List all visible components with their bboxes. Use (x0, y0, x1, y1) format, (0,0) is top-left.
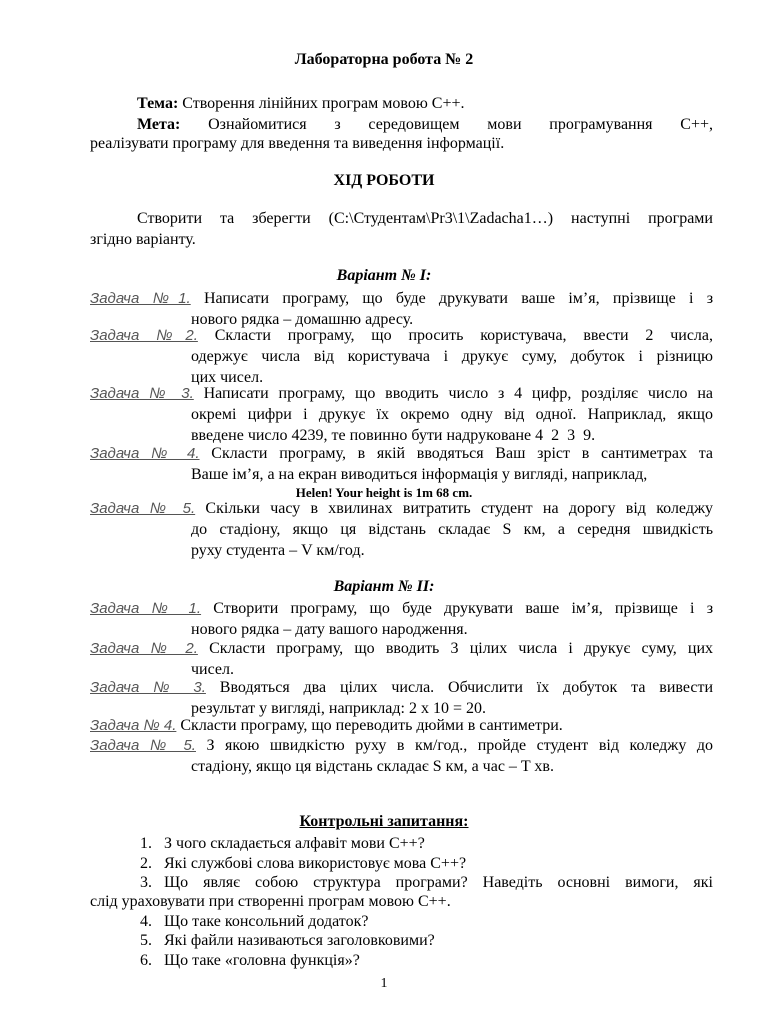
question-4 (140, 911, 713, 932)
tema-label: Тема: (137, 95, 179, 112)
v1-task-3 (90, 383, 713, 446)
v2-task-4-line-1: Скласти програму, що переводить дюйми в сантиметри. (180, 717, 563, 734)
v1-task-5-line-2: до стадіону, якщо ця відстань складає S км, а середня швидкість (191, 521, 713, 538)
variant-2-heading: Варіант № ІІ: (333, 578, 435, 595)
v1-task-2-line-2: одержує числа від користувача і друкує суму, добуток і різницю (191, 348, 713, 365)
question-3-num: 3. (140, 874, 152, 891)
v2-task-3 (90, 677, 713, 719)
v1-task-3-line-1: Написати програму, що вводить число з 4 цифр, розділяє число на (203, 385, 714, 402)
v2-task-2-line-2: чисел. (191, 661, 234, 678)
v1-task-4-line-2: Ваше ім’я, а на екран виводиться інформація у вигляді, наприклад, (191, 466, 648, 483)
v2-task-1-line-2: нового рядка – дату вашого народження. (191, 621, 468, 638)
v1-task-3-line-2: окремі цифри і друкує їх окремо одну від одної. Наприклад, якщо (191, 406, 713, 423)
question-3-continued: слід ураховувати при створенні програм мовою С++. (90, 893, 451, 910)
v2-task-2 (90, 638, 713, 680)
intro-line-2: згідно варіанту. (90, 231, 196, 248)
v2-task-4-label: Задача № 4. (90, 717, 177, 734)
v1-task-5-line-3: руху студента – V км/год. (191, 542, 365, 559)
v1-task-3-label: Задача № 3. (90, 385, 194, 402)
question-4-num: 4. (140, 913, 152, 930)
v2-task-1-line-1: Створити програму, що буде друкувати ваше ім’я, прізвище і з (213, 600, 714, 617)
v1-task-1-label: Задача №1. (90, 290, 191, 307)
question-3-text: Що являє собою структура програми? Наведіть основні вимоги, які (164, 874, 713, 891)
v1-task-2 (90, 325, 713, 388)
v2-task-5-line-1: З якою швидкістю руху в км/год., пройде студент від коледжу до (206, 737, 713, 754)
v1-task-2-label: Задача №2. (90, 327, 198, 344)
example-output: Helen! Your height is 1m 68 cm. (295, 485, 473, 500)
tema-text: Створення лінійних програм мовою С++. (182, 95, 465, 112)
question-4-text: Що таке консольний додаток? (164, 913, 369, 930)
v2-task-5 (90, 735, 713, 777)
v1-task-5 (90, 498, 713, 561)
v2-task-1-label: Задача № 1. (90, 600, 202, 617)
question-5-text: Які файли називаються заголовковими? (164, 932, 435, 949)
v2-task-1 (90, 598, 713, 640)
question-5-num: 5. (140, 932, 152, 949)
question-1-text: З чого складається алфавіт мови С++? (164, 835, 425, 852)
v1-task-2-line-1: Скласти програму, що просить користувача, ввести 2 числа, (214, 327, 713, 344)
v2-task-4 (90, 715, 713, 736)
v2-task-3-line-1: Вводяться два цілих числа. Обчислити їх добуток та вивести (219, 679, 714, 696)
v1-task-1-line-1: Написати програму, що буде друкувати ваше ім’я, прізвище і з (203, 290, 714, 307)
work-heading: ХІД РОБОТИ (333, 172, 435, 189)
tema-line (137, 93, 464, 114)
meta-text-1: Ознайомитися з середовищем мови програмування С++, (208, 116, 714, 133)
question-2-num: 2. (140, 855, 152, 872)
question-6-text: Що таке «головна функція»? (164, 952, 360, 969)
v1-task-5-line-1: Скільки часу в хвилинах витратить студент на дорогу від коледжу (205, 500, 714, 517)
v2-task-2-label: Задача № 2. (90, 640, 198, 657)
question-6-num: 6. (140, 952, 152, 969)
v1-task-5-label: Задача № 5. (90, 500, 196, 517)
v1-task-2-line-3: цих чисел. (191, 369, 264, 386)
v1-task-1 (90, 288, 713, 330)
v1-task-1-line-2: нового рядка – домашню адресу. (191, 311, 414, 328)
v1-task-3-line-3: введене число 4239, те повинно бути надруковане 4 2 3 9. (191, 427, 596, 444)
v2-task-3-line-2: результат у вигляді, наприклад: 2 х 10 = 20. (191, 700, 486, 717)
doc-title: Лабораторна робота № 2 (294, 51, 474, 68)
intro-line-1: Створити та зберегти (С:\Студентам\Pr3\1\Zadacha1…) наступні програми (137, 210, 713, 227)
question-2 (140, 853, 713, 874)
v1-task-4-label: Задача № 4. (90, 445, 200, 462)
v1-task-4-line-1: Скласти програму, в якій вводяться Ваш зріст в сантиметрах та (211, 445, 714, 462)
question-2-text: Які службові слова використовує мова С++? (164, 855, 467, 872)
v2-task-5-line-2: стадіону, якщо ця відстань складає S км, а час – T хв. (191, 758, 554, 775)
question-5 (140, 930, 713, 951)
v2-task-2-line-1: Скласти програму, що вводить 3 цілих числа і друкує суму, цих (209, 640, 714, 657)
page-number: 1 (380, 976, 388, 991)
question-6 (140, 950, 713, 971)
v1-task-4 (90, 443, 713, 485)
v2-task-5-label: Задача № 5. (90, 737, 196, 754)
question-3 (140, 872, 713, 893)
meta-label: Мета: (137, 116, 181, 133)
meta-line-1 (137, 114, 713, 135)
question-1 (140, 833, 713, 854)
questions-heading: Контрольні запитання: (299, 813, 469, 830)
question-1-num: 1. (140, 835, 152, 852)
meta-line-2: реалізувати програму для введення та виведення інформації. (90, 135, 505, 152)
v2-task-3-label: Задача № 3. (90, 679, 206, 696)
variant-1-heading: Варіант № І: (336, 267, 432, 284)
